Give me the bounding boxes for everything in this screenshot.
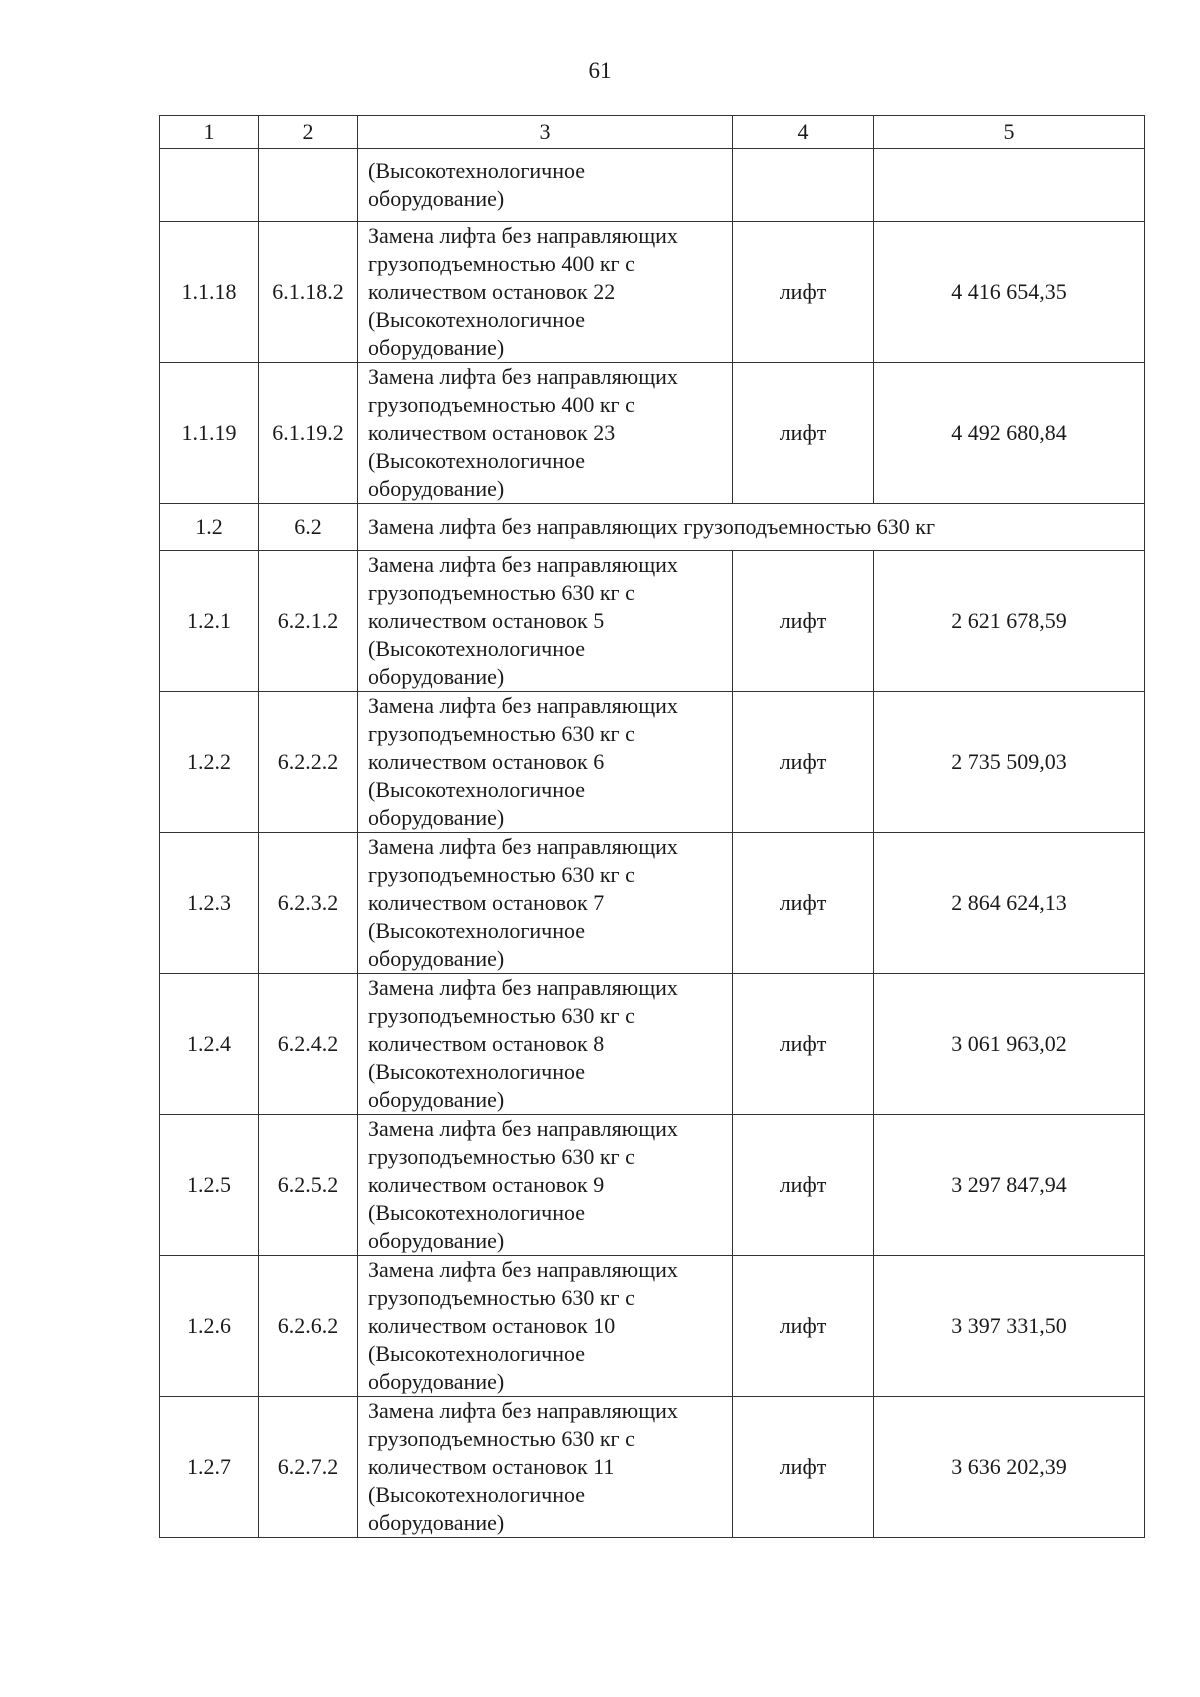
description-line: (Высокотехнологичное (368, 307, 586, 332)
group-row (160, 504, 1145, 551)
group-number: 1.2 (160, 504, 259, 551)
description-line: грузоподъемностью 630 кг с (368, 1144, 635, 1169)
description-line: оборудование) (368, 805, 505, 830)
description-line: оборудование) (368, 1228, 505, 1253)
table-header-row (160, 116, 1145, 149)
table-row (160, 974, 1145, 1115)
header-col-2: 2 (259, 116, 358, 149)
row-number: 1.2.2 (160, 692, 259, 833)
row-unit: лифт (733, 974, 874, 1115)
description-line: грузоподъемностью 400 кг с (368, 392, 635, 417)
table-row (160, 833, 1145, 974)
group-title: Замена лифта без направляющих грузоподъемностью 630 кг (358, 504, 1145, 551)
row-number: 1.1.19 (160, 363, 259, 504)
row-code: 6.2.1.2 (259, 551, 358, 692)
description-line: (Высокотехнологичное (368, 1059, 586, 1084)
row-number: 1.2.3 (160, 833, 259, 974)
description-line: Замена лифта без направляющих (368, 834, 678, 859)
cell-empty (259, 149, 358, 222)
row-unit: лифт (733, 833, 874, 974)
row-description (358, 551, 733, 692)
description-line: количеством остановок 23 (368, 420, 616, 445)
description-line: (Высокотехнологичное (368, 448, 586, 473)
description-line: грузоподъемностью 630 кг с (368, 862, 635, 887)
continuation-row (160, 149, 1145, 222)
description-line: (Высокотехнологичное (368, 1482, 586, 1507)
row-description (358, 363, 733, 504)
header-col-3: 3 (358, 116, 733, 149)
description-line: количеством остановок 11 (368, 1454, 615, 1479)
row-number: 1.2.5 (160, 1115, 259, 1256)
continuation-description (358, 149, 733, 222)
row-price: 4 416 654,35 (874, 222, 1145, 363)
row-unit: лифт (733, 222, 874, 363)
description-line: грузоподъемностью 400 кг с (368, 251, 635, 276)
row-number: 1.2.1 (160, 551, 259, 692)
description-line: количеством остановок 22 (368, 279, 616, 304)
row-unit: лифт (733, 363, 874, 504)
row-code: 6.2.5.2 (259, 1115, 358, 1256)
description-line: оборудование) (368, 1087, 505, 1112)
description-line: оборудование) (368, 1510, 505, 1535)
table-row (160, 222, 1145, 363)
row-price: 3 061 963,02 (874, 974, 1145, 1115)
table-row (160, 1115, 1145, 1256)
row-code: 6.2.2.2 (259, 692, 358, 833)
description-line: грузоподъемностью 630 кг с (368, 1426, 635, 1451)
row-code: 6.2.6.2 (259, 1256, 358, 1397)
description-line: Замена лифта без направляющих (368, 693, 678, 718)
description-line: оборудование) (368, 476, 505, 501)
row-description (358, 1115, 733, 1256)
header-col-5: 5 (874, 116, 1145, 149)
description-line: (Высокотехнологичное (368, 636, 586, 661)
description-line: оборудование) (368, 1369, 505, 1394)
row-description (358, 1256, 733, 1397)
row-description (358, 833, 733, 974)
header-col-1: 1 (160, 116, 259, 149)
row-price: 3 297 847,94 (874, 1115, 1145, 1256)
row-price: 2 735 509,03 (874, 692, 1145, 833)
description-line: оборудование) (368, 186, 505, 211)
row-description (358, 974, 733, 1115)
description-line: Замена лифта без направляющих (368, 1116, 678, 1141)
row-unit: лифт (733, 692, 874, 833)
cell-empty (733, 149, 874, 222)
description-line: грузоподъемностью 630 кг с (368, 580, 635, 605)
description-line: (Высокотехнологичное (368, 158, 586, 183)
row-unit: лифт (733, 1397, 874, 1538)
description-line: Замена лифта без направляющих (368, 1398, 678, 1423)
row-price: 3 636 202,39 (874, 1397, 1145, 1538)
description-line: оборудование) (368, 335, 505, 360)
row-description (358, 222, 733, 363)
table-row (160, 551, 1145, 692)
row-code: 6.2.3.2 (259, 833, 358, 974)
description-line: (Высокотехнологичное (368, 918, 586, 943)
row-price: 3 397 331,50 (874, 1256, 1145, 1397)
description-line: количеством остановок 8 (368, 1031, 605, 1056)
row-code: 6.1.18.2 (259, 222, 358, 363)
group-code: 6.2 (259, 504, 358, 551)
row-number: 1.2.7 (160, 1397, 259, 1538)
description-line: Замена лифта без направляющих (368, 223, 678, 248)
description-line: (Высокотехнологичное (368, 1341, 586, 1366)
description-line: оборудование) (368, 946, 505, 971)
row-price: 2 864 624,13 (874, 833, 1145, 974)
table-row (160, 692, 1145, 833)
row-description (358, 1397, 733, 1538)
row-code: 6.2.7.2 (259, 1397, 358, 1538)
row-code: 6.1.19.2 (259, 363, 358, 504)
price-table (159, 115, 1145, 1538)
header-col-4: 4 (733, 116, 874, 149)
description-line: Замена лифта без направляющих (368, 1257, 678, 1282)
description-line: количеством остановок 7 (368, 890, 605, 915)
page-number: 61 (588, 58, 612, 83)
row-number: 1.2.4 (160, 974, 259, 1115)
row-price: 4 492 680,84 (874, 363, 1145, 504)
cell-empty (874, 149, 1145, 222)
table-row (160, 1397, 1145, 1538)
description-line: (Высокотехнологичное (368, 1200, 586, 1225)
row-number: 1.2.6 (160, 1256, 259, 1397)
table-row (160, 1256, 1145, 1397)
description-line: Замена лифта без направляющих (368, 552, 678, 577)
description-line: грузоподъемностью 630 кг с (368, 1003, 635, 1028)
table-row (160, 363, 1145, 504)
row-unit: лифт (733, 551, 874, 692)
row-code: 6.2.4.2 (259, 974, 358, 1115)
row-price: 2 621 678,59 (874, 551, 1145, 692)
description-line: грузоподъемностью 630 кг с (368, 721, 635, 746)
description-line: оборудование) (368, 664, 505, 689)
cell-empty (160, 149, 259, 222)
description-line: Замена лифта без направляющих (368, 975, 678, 1000)
description-line: количеством остановок 10 (368, 1313, 616, 1338)
description-line: количеством остановок 6 (368, 749, 605, 774)
row-unit: лифт (733, 1256, 874, 1397)
row-unit: лифт (733, 1115, 874, 1256)
description-line: Замена лифта без направляющих (368, 364, 678, 389)
description-line: количеством остановок 5 (368, 608, 605, 633)
description-line: (Высокотехнологичное (368, 777, 586, 802)
description-line: грузоподъемностью 630 кг с (368, 1285, 635, 1310)
row-description (358, 692, 733, 833)
row-number: 1.1.18 (160, 222, 259, 363)
description-line: количеством остановок 9 (368, 1172, 605, 1197)
